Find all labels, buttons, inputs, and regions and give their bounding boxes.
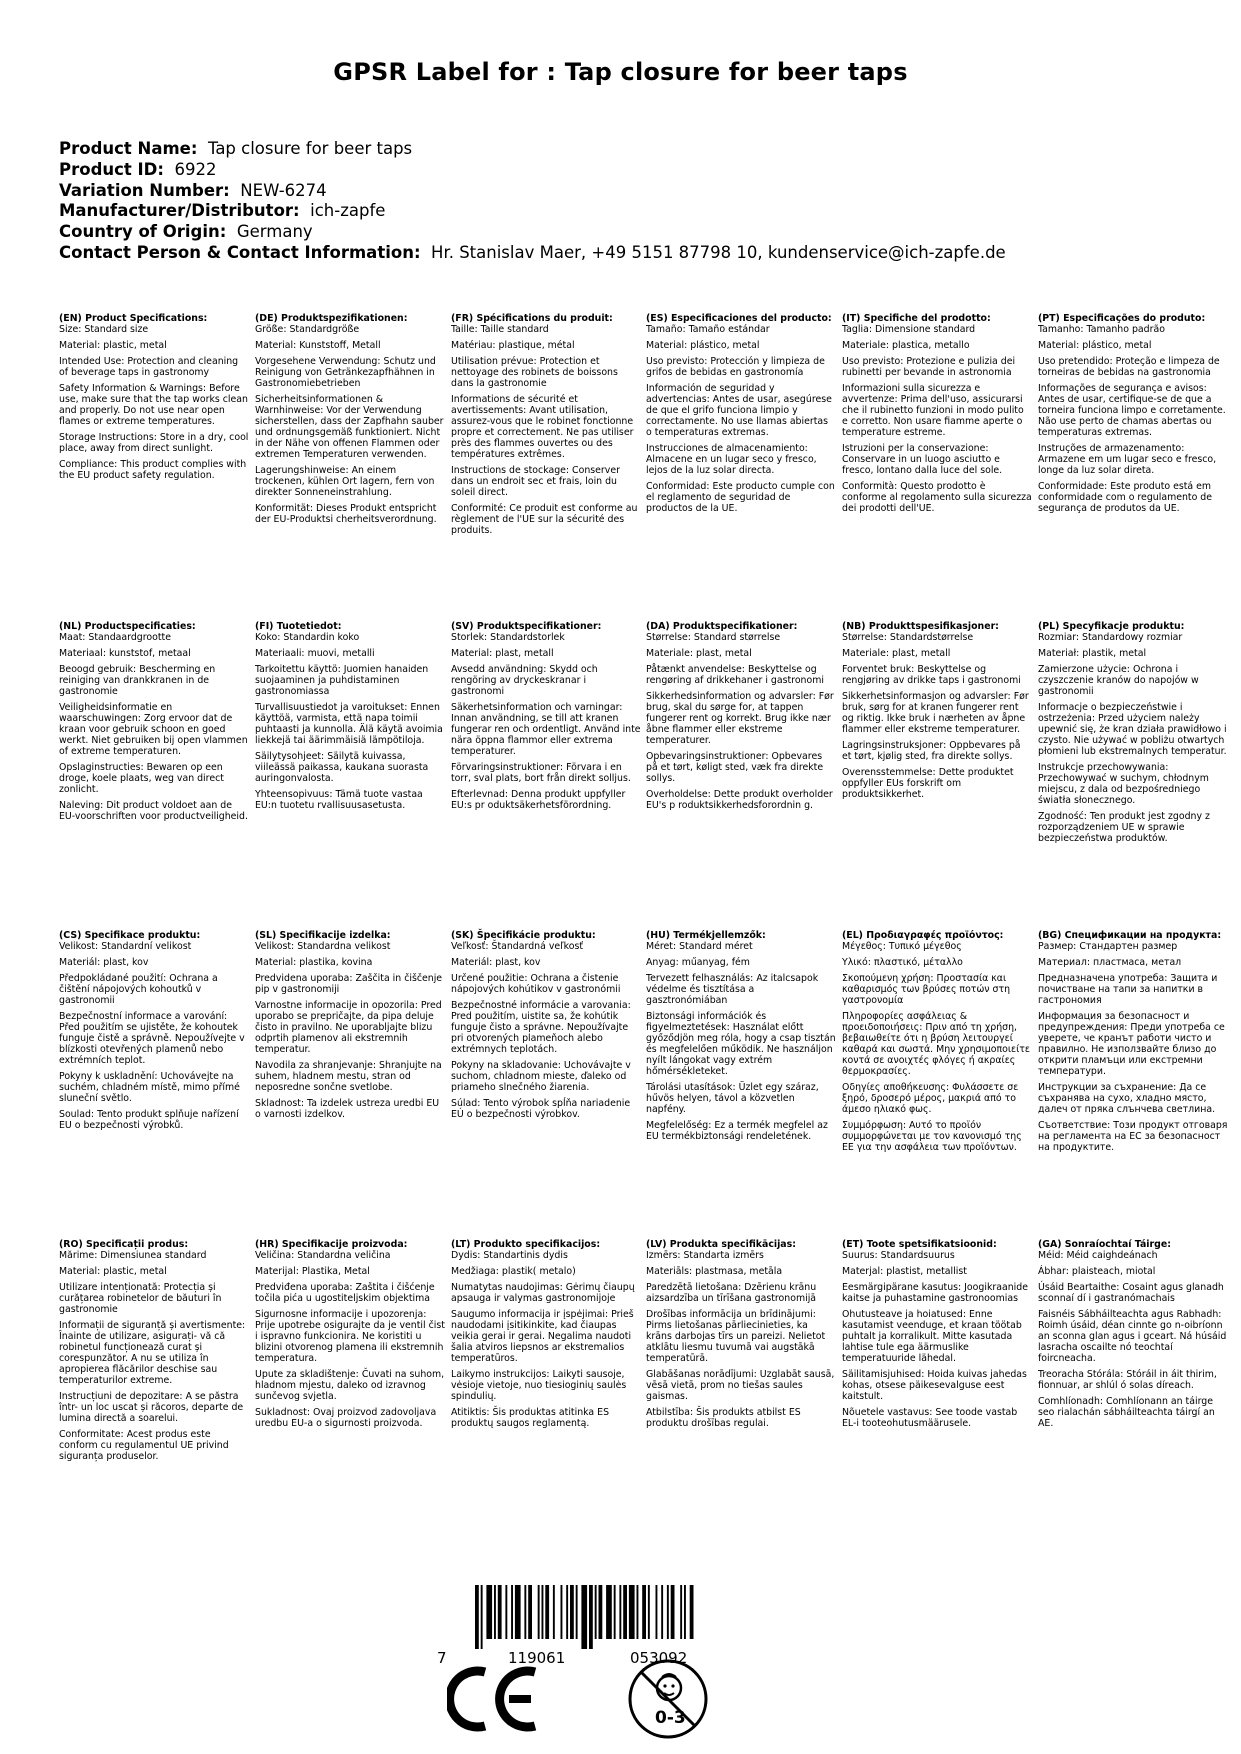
spec-line: Materiał: plastik, metal — [1038, 648, 1147, 659]
spec-line: Vorgesehene Verwendung: Schutz und Reinigung von Getränkezapfhähnen in Gastronomiebetrieben — [255, 356, 436, 389]
spec-block — [842, 930, 1032, 1158]
product-info-value: Germany — [236, 222, 313, 242]
spec-heading: (DA) Produktspecifikationer: — [646, 621, 798, 632]
spec-line: Určené použitie: Ochrana a čistenie nápojových kohútikov v gastronómii — [451, 973, 621, 995]
spec-line: Upute za skladištenje: Čuvati na suhom, hladnom mjestu, daleko od izravnog sunčevog svjetla. — [255, 1369, 445, 1402]
spec-line: Informații de siguranță și avertismente: Înainte de utilizare, asigurați- vă că robinetul funcționează curat și corespunzător. A nu se utiliza în apropierea flăcărilor deschise sau temperaturilor extreme. — [59, 1320, 246, 1386]
spec-line: Tervezett felhasználás: Az italcsapok védelme és tisztítása a gasztronómiában — [646, 973, 819, 1006]
spec-line: Anyag: műanyag, fém — [646, 957, 750, 968]
spec-heading: (GA) Sonraíochtaí Táirge: — [1038, 1239, 1171, 1250]
spec-line: Drošības informācija un brīdinājumi: Pirms lietošanas pārliecinieties, ka krāns darbojas tīrs un pareizi. Nelietot atklātu liesmu tuvumā vai augstākā temperatūrā. — [646, 1309, 826, 1364]
spec-line: Storage Instructions: Store in a dry, cool place, away from direct sunlight. — [59, 432, 249, 454]
spec-line: Atbilstība: Šis produkts atbilst ES produktu drošības regulai. — [646, 1407, 801, 1429]
spec-line: Instructions de stockage: Conserver dans un endroit sec et frais, loin du soleil direct. — [451, 465, 620, 498]
spec-heading: (EL) Προδιαγραφές προϊόντος: — [842, 930, 1004, 941]
spec-block — [451, 313, 641, 541]
spec-line: Biztonsági információk és figyelmeztetések: Használat előtt győződjön meg róla, hogy a csap tisztán és megfelelően működik. Ne használjon nyílt lángokat vagy extrém hőmérsékleteket. — [646, 1011, 836, 1077]
not-for-children-0-3-icon — [626, 1657, 710, 1741]
spec-line: Megfelelőség: Ez a termék megfelel az EU termékbiztonsági rendeletének. — [646, 1120, 828, 1142]
spec-heading: (SK) Špecifikácie produktu: — [451, 930, 596, 941]
spec-heading: (LT) Produkto specifikacijos: — [451, 1239, 601, 1250]
spec-block — [255, 1239, 445, 1434]
spec-line: Yhteensopivuus: Tämä tuote vastaa EU:n tuotetu rvallisuusasetusta. — [255, 789, 423, 811]
spec-line: Safety Information & Warnings: Before use, make sure that the tap works clean and properly. Do not use near open flames or extreme temperatures. — [59, 383, 248, 427]
spec-line: Material: plast, metall — [451, 648, 554, 659]
spec-block — [255, 313, 445, 530]
spec-line: Opslaginstructies: Bewaren op een droge, koele plaats, weg van direct zonlicht. — [59, 762, 224, 795]
spec-line: Påtænkt anvendelse: Beskyttelse og rengøring af drikkehaner i gastronomi — [646, 664, 824, 686]
spec-line: Material: plástico, metal — [1038, 340, 1152, 351]
product-info-key: Product Name: — [59, 139, 198, 158]
product-info-key: Manufacturer/Distributor: — [59, 201, 300, 221]
spec-block — [451, 1239, 641, 1434]
spec-line: Uso previsto: Protección y limpieza de grifos de bebidas en gastronomía — [646, 356, 825, 378]
spec-line: Πληροφορίες ασφάλειας & προειδοποιήσεις: Πριν από τη χρήση, βεβαιωθείτε ότι η βρύση λειτουργεί καθαρά και σωστά. Μην χρησιμοποιείτε κοντά σε ανοιχτές φλόγες ή ακραίες θερμοκρασίες. — [842, 1011, 1030, 1077]
product-info-key: Country of Origin: — [59, 222, 227, 242]
spec-line: Laikymo instrukcijos: Laikyti sausoje, vėsioje vietoje, nuo tiesioginių saulės spindulių. — [451, 1369, 627, 1402]
spec-line: Utilizare intenționată: Protecția și curățarea robinetelor de băuturi în gastronomie — [59, 1282, 222, 1315]
barcode-icon — [475, 1585, 751, 1649]
spec-block — [646, 930, 836, 1147]
spec-line: Förvaringsinstruktioner: Förvara i en torr, sval plats, bort från direkt solljus. — [451, 762, 631, 784]
spec-line: Lagerungshinweise: An einem trockenen, kühlen Ort lagern, fern von direkter Sonneneinstrahlung. — [255, 465, 435, 498]
spec-line: Материал: пластмаса, метал — [1038, 957, 1182, 968]
spec-line: Taglia: Dimensione standard — [842, 324, 976, 335]
spec-line: Conformité: Ce produit est conforme au règlement de l'UE sur la sécurité des produits. — [451, 503, 638, 536]
spec-line: Suurus: Standardsuurus — [842, 1250, 955, 1261]
product-info-value: NEW-6274 — [240, 180, 327, 200]
barcode-lead-digit: 7 — [437, 1649, 447, 1667]
spec-line: Izmērs: Standarta izmērs — [646, 1250, 764, 1261]
product-info — [59, 139, 1006, 264]
spec-line: Varnostne informacije in opozorila: Pred uporabo se prepričajte, da pipa deluje čisto in pravilno. Ne uporabljajte blizu odprtih plamenov ali ekstremnih temperatur. — [255, 1000, 442, 1055]
spec-line: Material: plastic, metal — [59, 1266, 167, 1277]
page-title: GPSR Label for : Tap closure for beer taps — [333, 58, 908, 86]
spec-heading: (HR) Specifikacije proizvoda: — [255, 1239, 408, 1250]
spec-line: Medžiaga: plastik( metalo) — [451, 1266, 576, 1277]
spec-line: Съответствие: Този продукт отговаря на регламента на ЕС за безопасност на продуктите. — [1038, 1120, 1228, 1153]
spec-line: Størrelse: Standardstørrelse — [842, 632, 974, 643]
product-info-row — [59, 181, 1006, 202]
spec-line: Súlad: Tento výrobok spĺňa nariadenie EÚ o bezpečnosti výrobkov. — [451, 1098, 631, 1120]
product-info-key: Contact Person & Contact Information: — [59, 242, 421, 262]
spec-heading: (SL) Specifikacije izdelka: — [255, 930, 391, 941]
product-info-row — [59, 160, 1006, 181]
product-info-row — [59, 201, 1006, 222]
spec-line: Säilitamisjuhised: Hoida kuivas jahedas kohas, otsese päikesevalguse eest kaitstult. — [842, 1369, 1027, 1402]
spec-line: Dydis: Standartinis dydis — [451, 1250, 568, 1261]
spec-block — [1038, 313, 1228, 519]
spec-line: Conformidad: Este producto cumple con el reglamento de seguridad de productos de la UE. — [646, 481, 835, 514]
spec-line: Conformitate: Acest produs este conform cu regulamentul UE privind siguranța produselor. — [59, 1429, 229, 1462]
spec-line: Οδηγίες αποθήκευσης: Φυλάσσετε σε ξηρό, δροσερό μέρος, μακριά από το άμεσο ηλιακό φως. — [842, 1082, 1019, 1115]
spec-heading: (NB) Produkttspesifikasjoner: — [842, 621, 999, 632]
spec-line: Sikkerhetsinformasjon og advarsler: Før bruk, sørg for at kranen fungerer rent og riktig. Ikke bruk i nærheten av åpne flammer eller ekstreme temperaturer. — [842, 691, 1029, 735]
spec-line: Faisnéis Sábháilteachta agus Rabhadh: Roimh úsáid, déan cinnte go n-oibríonn an sconna glan agus i gceart. Ná húsáid lasracha oscailte nó teochtaí foircneacha. — [1038, 1309, 1227, 1364]
spec-line: Materiaal: kunststof, metaal — [59, 648, 191, 659]
product-info-row — [59, 139, 1006, 160]
spec-line: Material: plástico, metal — [646, 340, 760, 351]
spec-line: Materiale: plast, metal — [646, 648, 752, 659]
spec-line: Sukladnost: Ovaj proizvod zadovoljava uredbu EU-a o sigurnosti proizvoda. — [255, 1407, 437, 1429]
spec-line: Инструкции за съхранение: Да се съхранява на сухо, хладно място, далеч от пряка слънчева светлина. — [1038, 1082, 1216, 1115]
spec-line: Materiale: plast, metall — [842, 648, 951, 659]
spec-line: Paredzētā lietošana: Dzērienu krānu aizsardzība un tīrīšana gastronomijā — [646, 1282, 817, 1304]
spec-heading: (SV) Produktspecifikationer: — [451, 621, 602, 632]
spec-line: Treoracha Stórála: Stóráil in áit thirim, fionnuar, ar shlúl ó solas díreach. — [1038, 1369, 1217, 1391]
spec-line: Skladnost: Ta izdelek ustreza uredbi EU o varnosti izdelkov. — [255, 1098, 440, 1120]
spec-line: Bezpečnostné informácie a varovania: Pred použitím, uistite sa, že kohútik funguje čisto a správne. Nepoužívajte pri otvorených plameňoch alebo extrémnych teplotách. — [451, 1000, 631, 1055]
spec-line: Materiaali: muovi, metalli — [255, 648, 375, 659]
spec-line: Säilytysohjeet: Säilytä kuivassa, viileässä paikassa, kaukana suorasta auringonvalosta. — [255, 751, 429, 784]
spec-block — [59, 930, 249, 1136]
spec-heading: (NL) Productspecificaties: — [59, 621, 196, 632]
spec-block — [842, 1239, 1032, 1434]
product-info-key: Product ID: — [59, 159, 164, 179]
spec-line: Atitiktis: Šis produktas atitinka ES produktų saugos reglamentą. — [451, 1407, 610, 1429]
spec-block — [59, 1239, 249, 1467]
spec-line: Tárolási utasítások: Üzlet egy száraz, hűvös helyen, távol a közvetlen napfény. — [646, 1082, 819, 1115]
spec-heading: (ES) Especificaciones del producto: — [646, 313, 832, 324]
spec-line: Konformität: Dieses Produkt entspricht der EU-Produktsi cherheitsverordnung. — [255, 503, 437, 525]
spec-line: Informacje o bezpieczeństwie i ostrzeżenia: Przed użyciem należy upewnić się, że kran działa prawidłowo i czysto. Nie używać w pobliżu otwartych płomieni lub ekstremalnych temperatur. — [1038, 702, 1227, 757]
product-info-value: 6922 — [174, 159, 217, 179]
spec-heading: (ET) Toote spetsifikatsioonid: — [842, 1239, 997, 1250]
spec-line: Overensstemmelse: Dette produktet oppfyller EUs forskrift om produktsikkerhet. — [842, 767, 1014, 800]
spec-line: Istruzioni per la conservazione: Conservare in un luogo asciutto e fresco, lontano dalla luce del sole. — [842, 443, 1003, 476]
spec-line: Předpokládané použití: Ochrana a čištění nápojových kohoutků v gastronomii — [59, 973, 218, 1006]
spec-line: Veličina: Standardna veličina — [255, 1250, 391, 1261]
spec-line: Размер: Стандартен размер — [1038, 941, 1178, 952]
spec-line: Méid: Méid caighdeánach — [1038, 1250, 1158, 1261]
spec-line: Soulad: Tento produkt splňuje nařízení EU o bezpečnosti výrobků. — [59, 1109, 239, 1131]
spec-line: Sikkerhedsinformation og advarsler: Før brug, skal du sørge for, at tappen fungerer rent og korrekt. Brug ikke nær åbne flammer eller ekstreme temperaturer. — [646, 691, 834, 746]
spec-block — [1038, 1239, 1228, 1434]
spec-line: Saugumo informacija ir įspėjimai: Prieš naudodami įsitikinkite, kad čiaupas veikia gerai ir gerai. Negalima naudoti šalia atviros liepsnos ar ekstremalios temperatūros. — [451, 1309, 634, 1364]
spec-line: Efterlevnad: Denna produkt uppfyller EU:s pr oduktsäkerhetsförordning. — [451, 789, 626, 811]
spec-line: Predvidena uporaba: Zaščita in čiščenje pip v gastronomiji — [255, 973, 443, 995]
spec-heading: (FR) Spécifications du produit: — [451, 313, 613, 324]
spec-heading: (IT) Specifiche del prodotto: — [842, 313, 991, 324]
spec-line: Rozmiar: Standardowy rozmiar — [1038, 632, 1183, 643]
spec-line: Tamaño: Tamaño estándar — [646, 324, 770, 335]
spec-line: Instrucțiuni de depozitare: A se păstra într- un loc uscat și răcoros, departe de lumina directă a soarelui. — [59, 1391, 244, 1424]
spec-line: Lagringsinstruksjoner: Oppbevares på et tørt, kjølig sted, fra direkte sollys. — [842, 740, 1021, 762]
spec-block — [451, 621, 641, 816]
spec-line: Úsáid Beartaithe: Cosaint agus glanadh sconnaí dí i gastranómachais — [1038, 1282, 1224, 1304]
spec-line: Intended Use: Protection and cleaning of beverage taps in gastronomy — [59, 356, 239, 378]
spec-line: Tamanho: Tamanho padrão — [1038, 324, 1165, 335]
spec-line: Glabāšanas norādījumi: Uzglabāt sausā, vēsā vietā, prom no tiešas saules gaismas. — [646, 1369, 835, 1402]
spec-line: Méret: Standard méret — [646, 941, 753, 952]
spec-line: Navodila za shranjevanje: Shranjujte na suhem, hladnem mestu, stran od neposredne sončne svetlobe. — [255, 1060, 442, 1093]
spec-line: Mărime: Dimensiunea standard — [59, 1250, 207, 1261]
spec-line: Storlek: Standardstorlek — [451, 632, 565, 643]
spec-line: Material: plastic, metal — [59, 340, 167, 351]
spec-line: Material: plastika, kovina — [255, 957, 373, 968]
spec-heading: (PL) Specyfikacje produktu: — [1038, 621, 1185, 632]
spec-line: Информация за безопасност и предупреждения: Преди употреба се уверете, че кранът работи чисто и правилно. Не използвайте близо до открити пламъци или екстремни температури. — [1038, 1011, 1225, 1077]
spec-line: Matériau: plastique, métal — [451, 340, 575, 351]
spec-line: Size: Standard size — [59, 324, 149, 335]
spec-line: Materjal: plastist, metallist — [842, 1266, 967, 1277]
spec-line: Materiál: plast, kov — [451, 957, 541, 968]
spec-line: Informations de sécurité et avertissements: Avant utilisation, assurez-vous que le robinet fonctionne propre et correctement. Ne pas utiliser près des flammes ouvertes ou des températures extrêmes. — [451, 394, 634, 460]
spec-line: Størrelse: Standard størrelse — [646, 632, 781, 643]
spec-line: Sigurnosne informacije i upozorenja: Prije upotrebe osigurajte da je ventil čist i ispravno funkcionira. Ne koristiti u blizini otvorenog plamena ili ekstremnih temperatura. — [255, 1309, 445, 1364]
spec-line: Eesmärgipärane kasutus: Joogikraanide kaitse ja puhastamine gastronoomias — [842, 1282, 1028, 1304]
spec-line: Numatytas naudojimas: Gėrimų čiaupų apsauga ir valymas gastronomijoje — [451, 1282, 635, 1304]
spec-block — [255, 621, 445, 816]
spec-block — [451, 930, 641, 1125]
spec-heading: (PT) Especificações do produto: — [1038, 313, 1206, 324]
spec-line: Instruções de armazenamento: Armazene em um lugar seco e fresco, longe da luz solar direta. — [1038, 443, 1217, 476]
spec-line: Taille: Taille standard — [451, 324, 549, 335]
spec-heading: (DE) Produktspezifikationen: — [255, 313, 408, 324]
spec-block — [646, 621, 836, 816]
spec-line: Utilisation prévue: Protection et nettoyage des robinets de boissons dans la gastronomie — [451, 356, 618, 389]
spec-line: Pokyny na skladovanie: Uchovávajte v suchom, chladnom mieste, ďaleko od priameho slnečného žiarenia. — [451, 1060, 631, 1093]
spec-line: Veľkosť: Štandardná veľkosť — [451, 941, 584, 952]
spec-line: Ohutusteave ja hoiatused: Enne kasutamist veenduge, et kraan töötab puhtalt ja korralikult. Mitte kasutada lahtise tule ega äärmuslike temperatuuride lähedal. — [842, 1309, 1022, 1364]
spec-line: Tarkoitettu käyttö: Juomien hanaiden suojaaminen ja puhdistaminen gastronomiassa — [255, 664, 429, 697]
spec-block — [646, 1239, 836, 1434]
spec-line: Materijal: Plastika, Metal — [255, 1266, 370, 1277]
spec-line: Maat: Standaardgrootte — [59, 632, 171, 643]
spec-line: Σκοπούμενη χρήση: Προστασία και καθαρισμός των βρύσες ποτών στη γαστρονομία — [842, 973, 1011, 1006]
spec-line: Größe: Standardgröße — [255, 324, 360, 335]
spec-heading: (CS) Specifikace produktu: — [59, 930, 201, 941]
spec-line: Υλικό: πλαστικό, μέταλλο — [842, 957, 963, 968]
spec-block — [59, 621, 249, 827]
spec-line: Zgodność: Ten produkt jest zgodny z rozporządzeniem UE w sprawie bezpieczeństwa produktów. — [1038, 811, 1210, 844]
spec-block — [1038, 621, 1228, 849]
spec-line: Predviđena uporaba: Zaštita i čišćenje točila pića u ugostiteljskim objektima — [255, 1282, 435, 1304]
spec-heading: (LV) Produkta specifikācijas: — [646, 1239, 796, 1250]
spec-line: Μέγεθος: Τυπικό μέγεθος — [842, 941, 962, 952]
spec-heading: (BG) Спецификации на продукта: — [1038, 930, 1222, 941]
spec-heading: (RO) Specificații produs: — [59, 1239, 189, 1250]
spec-line: Uso pretendido: Proteção e limpeza de torneiras de bebidas na gastronomia — [1038, 356, 1220, 378]
spec-line: Informazioni sulla sicurezza e avvertenze: Prima dell'uso, assicurarsi che il rubinetto funzioni in modo pulito e corretto. Non usare fiamme aperte o temperature estreme. — [842, 383, 1024, 438]
spec-heading: (EN) Product Specifications: — [59, 313, 208, 324]
spec-line: Beoogd gebruik: Bescherming en reiniging van drankkranen in de gastronomie — [59, 664, 216, 697]
spec-line: Sicherheitsinformationen & Warnhinweise: Vor der Verwendung sicherstellen, dass der Zapfhahn sauber und ordnungsgemäß funktioniert. Nicht in der Nähe von offenen Flammen oder extremen Temperaturen verwenden. — [255, 394, 444, 460]
spec-line: Comhlíonadh: Comhlíonann an táirge seo rialachán sábháilteachta táirgí an AE. — [1038, 1396, 1215, 1429]
spec-line: Material: Kunststoff, Metall — [255, 340, 381, 351]
spec-line: Compliance: This product complies with the EU product safety regulation. — [59, 459, 247, 481]
spec-line: Ábhar: plaisteach, miotal — [1038, 1266, 1156, 1277]
spec-line: Información de seguridad y advertencias: Antes de usar, asegúrese de que el grifo funciona limpio y correctamente. No use llamas abiertas o temperaturas extremas. — [646, 383, 832, 438]
spec-block — [646, 313, 836, 519]
spec-block — [842, 313, 1032, 519]
product-info-value: Tap closure for beer taps — [207, 139, 413, 158]
spec-line: Pokyny k uskladnění: Uchovávejte na suchém, chladném místě, mimo přímé sluneční světlo. — [59, 1071, 240, 1104]
spec-line: Turvallisuustiedot ja varoitukset: Ennen käyttöä, varmista, että napa toimii puhtaasti ja kunnolla. Älä käytä avoimia liekkejä tai äärimmäisiä lämpötiloja. — [255, 702, 443, 746]
spec-line: Materiāls: plastmasa, metāla — [646, 1266, 783, 1277]
spec-line: Velikost: Standardna velikost — [255, 941, 391, 952]
spec-block — [1038, 930, 1228, 1158]
spec-line: Conformità: Questo prodotto è conforme al regolamento sulla sicurezza dei prodotti dell'UE. — [842, 481, 1032, 514]
spec-line: Forventet bruk: Beskyttelse og rengjøring av drikke taps i gastronomi — [842, 664, 1021, 686]
product-info-row — [59, 222, 1006, 243]
barcode-group-1: 119061 — [508, 1649, 566, 1667]
barcode-group-2: 053092 — [630, 1649, 688, 1667]
product-info-key: Variation Number: — [59, 180, 230, 200]
spec-line: Overholdelse: Dette produkt overholder EU's p roduktsikkerhedsforordnin g. — [646, 789, 833, 811]
spec-line: Συμμόρφωση: Αυτό το προϊόν συμμορφώνεται με τον κανονισμό της ΕΕ για την ασφάλεια των προϊόντων. — [842, 1120, 1022, 1153]
spec-line: Uso previsto: Protezione e pulizia dei rubinetti per bevande in astronomia — [842, 356, 1016, 378]
spec-line: Avsedd användning: Skydd och rengöring av dryckeskranar i gastronomi — [451, 664, 598, 697]
spec-line: Koko: Standardin koko — [255, 632, 360, 643]
age-range-label: 0-3 — [655, 1708, 686, 1728]
spec-line: Zamierzone użycie: Ochrona i czyszczenie kranów do napojów w gastronomii — [1038, 664, 1199, 697]
spec-heading: (HU) Termékjellemzők: — [646, 930, 766, 941]
spec-line: Instrucciones de almacenamiento: Almacene en un lugar seco y fresco, lejos de la luz solar directa. — [646, 443, 817, 476]
product-info-row — [59, 243, 1006, 264]
spec-line: Naleving: Dit product voldoet aan de EU-voorschriften voor productveiligheid. — [59, 800, 248, 822]
spec-line: Opbevaringsinstruktioner: Opbevares på et tørt, køligt sted, væk fra direkte sollys. — [646, 751, 824, 784]
spec-line: Materiál: plast, kov — [59, 957, 149, 968]
spec-line: Bezpečnostní informace a varování: Před použitím se ujistěte, že kohoutek funguje čistě a správně. Nepoužívejte v blízkosti otevřených plamenů nebo extrémních teplot. — [59, 1011, 245, 1066]
spec-block — [255, 930, 445, 1125]
spec-line: Informações de segurança e avisos: Antes de usar, certifique-se de que a torneira funciona limpo e corretamente. Não use perto de chamas abertas ou temperaturas extremas. — [1038, 383, 1226, 438]
spec-heading: (FI) Tuotetiedot: — [255, 621, 342, 632]
spec-line: Materiale: plastica, metallo — [842, 340, 970, 351]
spec-block — [842, 621, 1032, 805]
product-info-value: Hr. Stanislav Maer, +49 5151 87798 10, kundenservice@ich-zapfe.de — [431, 242, 1006, 262]
spec-line: Nõuetele vastavus: See toode vastab EL-i tooteohutusmäärusele. — [842, 1407, 1018, 1429]
spec-line: Предназначена употреба: Защита и почистване на тапи за напитки в гастрономия — [1038, 973, 1218, 1006]
spec-block — [59, 313, 249, 486]
spec-line: Conformidade: Este produto está em conformidade com o regulamento de segurança de produtos da UE. — [1038, 481, 1213, 514]
spec-line: Instrukcje przechowywania: Przechowywać w suchym, chłodnym miejscu, z dala od bezpośredniego światła słonecznego. — [1038, 762, 1209, 806]
product-info-value: ich-zapfe — [310, 201, 386, 221]
ce-mark-icon — [447, 1666, 540, 1732]
spec-line: Velikost: Standardní velikost — [59, 941, 192, 952]
spec-line: Säkerhetsinformation och varningar: Innan användning, se till att kranen fungerar ren och ordentligt. Använd inte nära öppna flammor eller extrema temperaturer. — [451, 702, 641, 757]
spec-line: Veiligheidsinformatie en waarschuwingen: Zorg ervoor dat de kraan voor gebruik schoon en goed werkt. Niet gebruiken bij open vlammen of extreme temperaturen. — [59, 702, 248, 757]
